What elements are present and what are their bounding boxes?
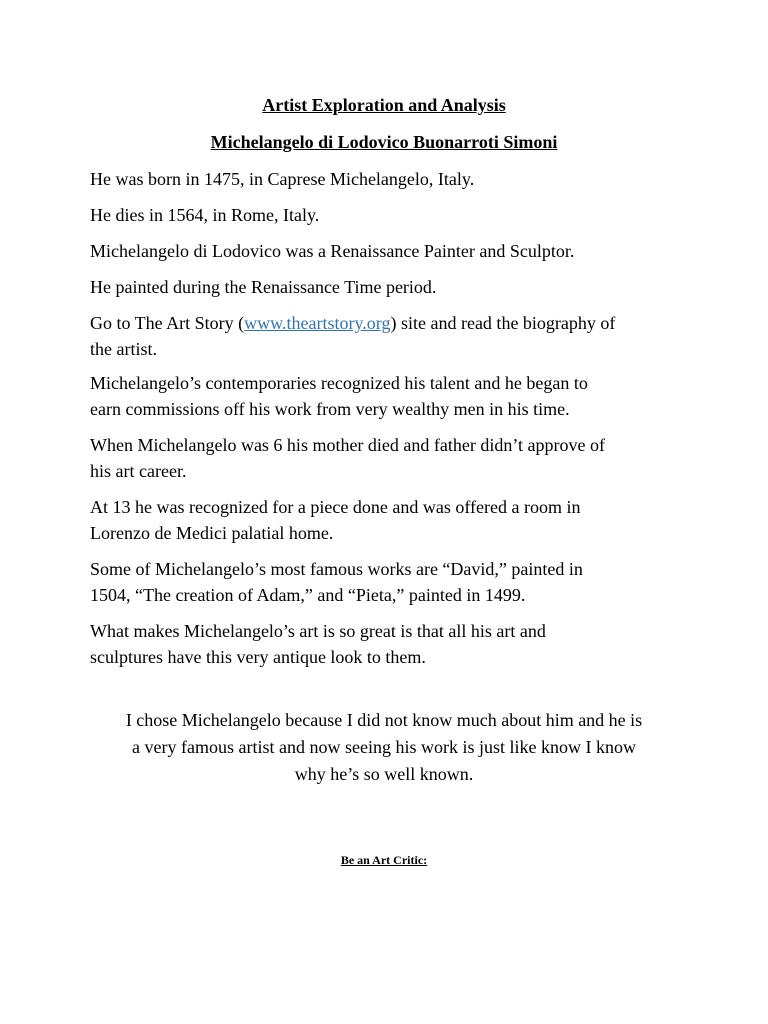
art-story-text-after: ) site and read the biography of	[390, 313, 616, 333]
closing-line: a very famous artist and now seeing his work is just like know I know	[132, 737, 636, 757]
paragraph-line: earn commissions off his work from very wealthy men in his time.	[90, 399, 570, 419]
paragraph-line: sculptures have this very antique look to them.	[90, 647, 426, 667]
paragraph-line: 1504, “The creation of Adam,” and “Pieta,” painted in 1499.	[90, 585, 526, 605]
paragraph-line: Some of Michelangelo’s most famous works are “David,” painted in	[90, 559, 583, 579]
paragraph-art-quality	[90, 618, 690, 670]
paragraph-profession: Michelangelo di Lodovico was a Renaissance Painter and Sculptor.	[90, 241, 575, 261]
paragraph-line: What makes Michelangelo’s art is so great is that all his art and	[90, 621, 546, 641]
paragraph-line: At 13 he was recognized for a piece done and was offered a room in	[90, 497, 581, 517]
paragraph-famous-works	[90, 556, 690, 608]
art-critic-heading: Be an Art Critic:	[340, 853, 428, 867]
closing-statement	[0, 707, 768, 788]
document-title: Artist Exploration and Analysis	[262, 95, 506, 115]
paragraph-line: When Michelangelo was 6 his mother died and father didn’t approve of	[90, 435, 606, 455]
paragraph-contemporaries	[90, 370, 690, 422]
art-story-text-line2: the artist.	[90, 339, 157, 359]
art-story-text-before: Go to The Art Story (	[90, 313, 245, 333]
paragraph-line: Michelangelo’s contemporaries recognized his talent and he began to	[90, 373, 588, 393]
paragraph-birth: He was born in 1475, in Caprese Michelangelo, Italy.	[90, 169, 475, 189]
paragraph-art-story	[90, 310, 690, 362]
paragraph-period: He painted during the Renaissance Time period.	[90, 277, 437, 297]
closing-line: I chose Michelangelo because I did not know much about him and he is	[125, 710, 643, 730]
paragraph-line: his art career.	[90, 461, 187, 481]
artist-name-heading: Michelangelo di Lodovico Buonarroti Simoni	[210, 132, 558, 152]
paragraph-medici	[90, 494, 690, 546]
paragraph-death: He dies in 1564, in Rome, Italy.	[90, 205, 320, 225]
closing-line: why he’s so well known.	[294, 764, 474, 784]
paragraph-family	[90, 432, 690, 484]
paragraph-line: Lorenzo de Medici palatial home.	[90, 523, 334, 543]
theartstory-link[interactable]: www.theartstory.org	[244, 313, 391, 333]
